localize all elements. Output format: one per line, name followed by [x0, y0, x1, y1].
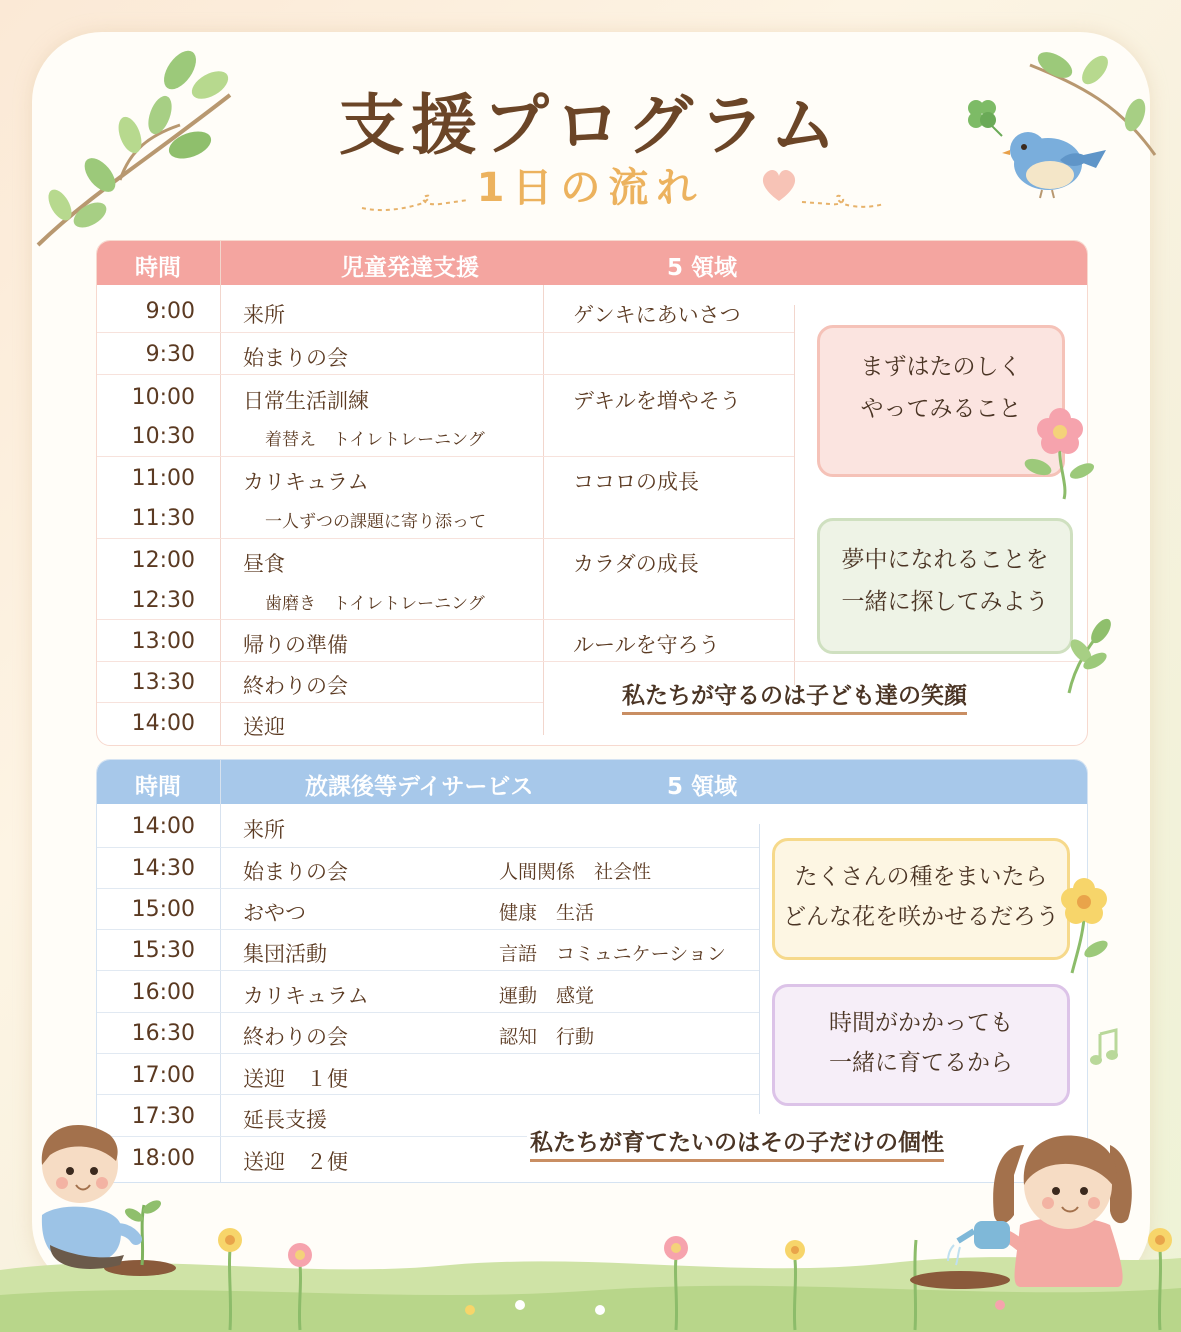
slogan-text: 私たちが育てたいのはその子だけの個性	[530, 1124, 944, 1162]
schedule-table-after-school: 時間 放課後等デイサービス 5 領域 14:00 来所 14:30 始まりの会 人間関係 社会性 15:00 おやつ 健康 生活 15:30 集団活動 言語 コミュニケーション 16:00 カリキュラム 運動 感覚 16:30 終わりの会 認知 行動 17:00 送迎 １便 17:30 延長支援 18:00 送迎 ２便	[96, 759, 1088, 1183]
message-note: まずはたのしく やってみること	[817, 325, 1065, 477]
heart-icon	[758, 165, 800, 205]
header-domain: 5 領域	[667, 774, 738, 800]
message-note: 夢中になれることを 一緒に探してみよう	[817, 518, 1073, 654]
header-domain: 5 領域	[667, 255, 738, 281]
header-program: 児童発達支援	[341, 255, 479, 281]
header-time: 時間	[135, 255, 181, 281]
dotted-swirl-right-icon	[800, 190, 885, 220]
yellow-flower-icon	[1050, 875, 1120, 975]
message-note: たくさんの種をまいたら どんな花を咲かせるだろう	[772, 838, 1070, 960]
table-header	[97, 760, 1087, 804]
table-header	[97, 241, 1087, 285]
page-title: 支援プログラム	[338, 87, 843, 164]
music-note-icon	[1088, 1028, 1120, 1068]
message-note: 時間がかかっても 一緒に育てるから	[772, 984, 1070, 1106]
pink-flower-icon	[1020, 405, 1100, 500]
header-program: 放課後等デイサービス	[305, 774, 534, 800]
slogan-text: 私たちが守るのは子ども達の笑顔	[622, 677, 967, 715]
leaf-sprig-icon	[1055, 615, 1115, 695]
girl-watering-icon	[960, 1115, 1135, 1295]
header-time: 時間	[135, 774, 181, 800]
page-subtitle: 1日の流れ	[476, 165, 705, 211]
boy-planting-icon	[20, 1105, 180, 1275]
schedule-table-child-development: 時間 児童発達支援 5 領域 9:00 来所 ゲンキにあいさつ 9:30 始まりの会 10:00 日常生活訓練 デキルを増やそう 10:30 着替え トイレトレーニング 11:00 カリキュラム ココロの成長 11:30 一人ずつの課題に寄り添って 12:00 昼食 カラダの成長 12:30 歯磨き トイレトレーニング 13:00 帰りの準備 ルールを守ろう 13:30 終わりの会 14:00 送迎	[96, 240, 1088, 746]
